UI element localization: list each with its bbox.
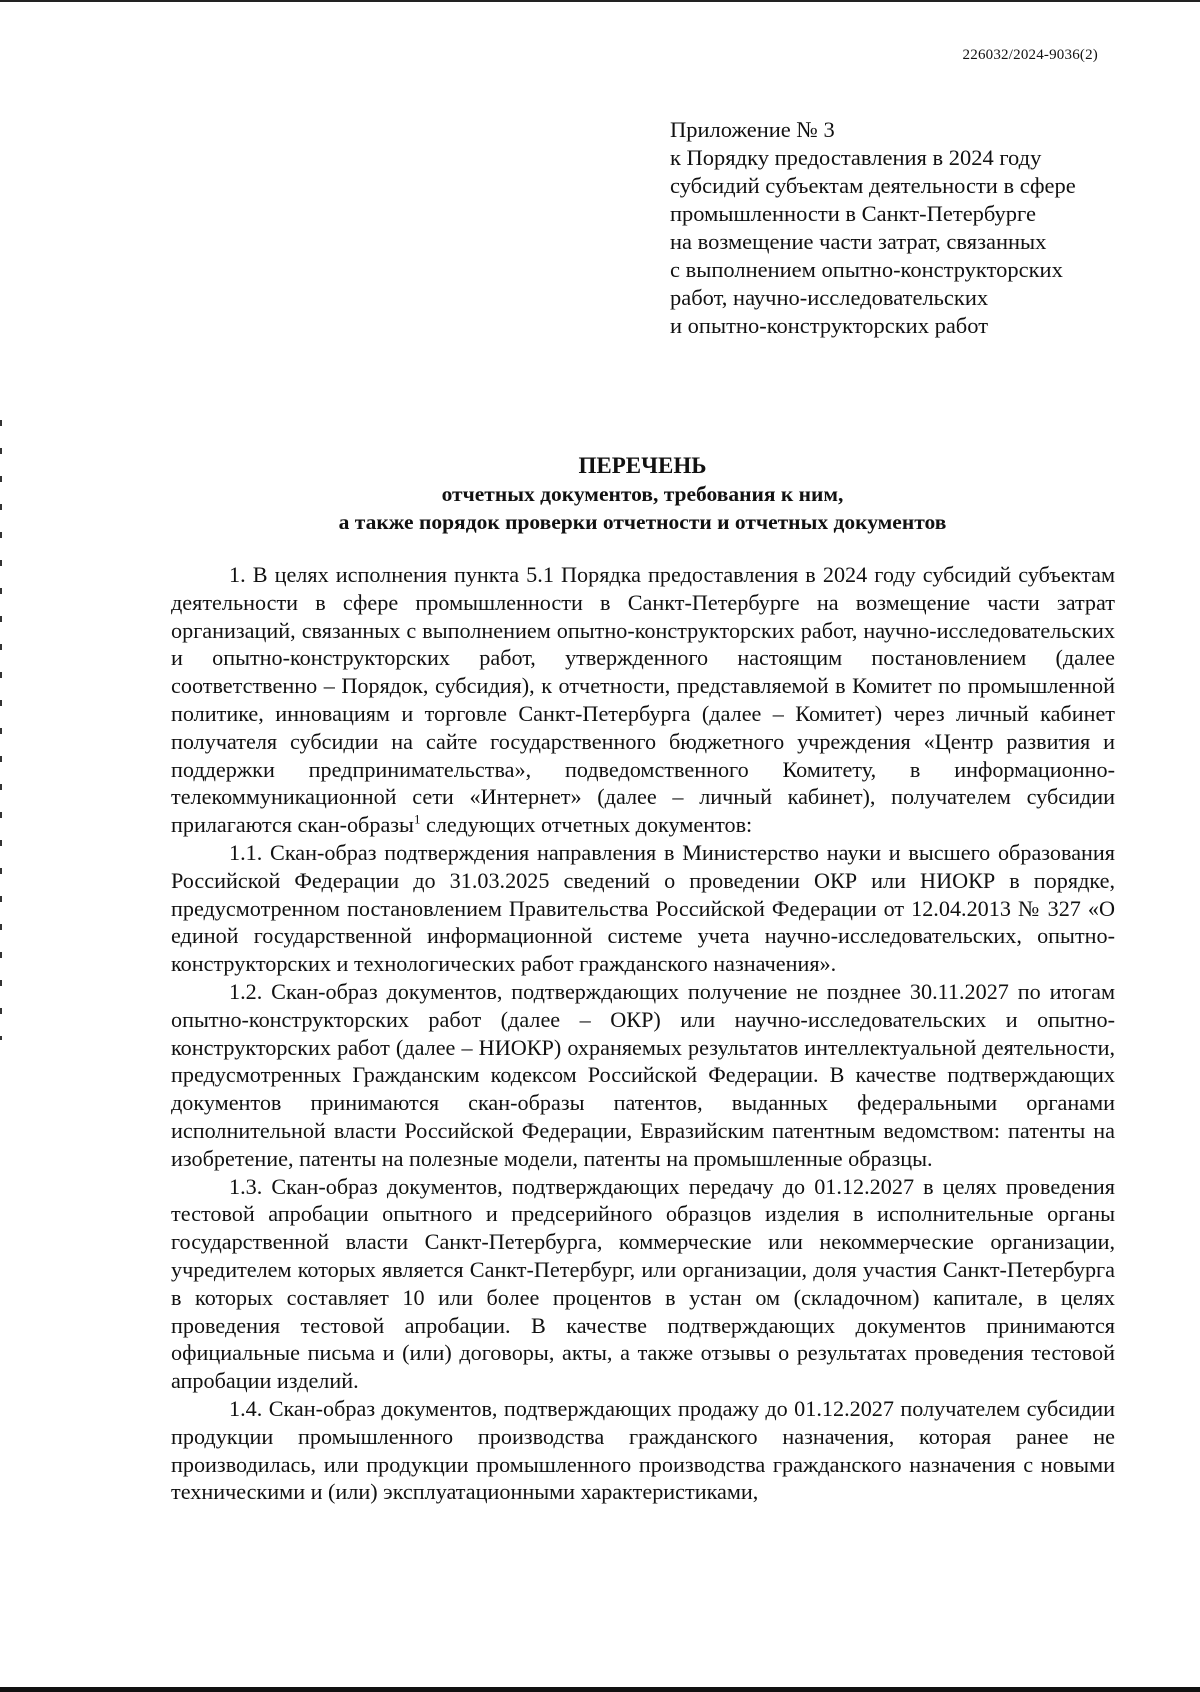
heading-subtitle-1: отчетных документов, требования к ним, [441,482,844,506]
appendix-line: работ, научно-исследовательских [670,285,989,310]
document-number: 226032/2024-9036(2) [962,47,1098,63]
document-body [171,561,1115,1506]
appendix-block [670,116,1130,340]
appendix-line: с выполнением опытно-конструкторских [670,257,1063,282]
document-heading [170,452,1115,536]
paragraph-1-3: 1.3. Скан-образ документов, подтверждающих передачу до 01.12.2027 в целях проведения тестовой апробации опытного и предсерийного образцов изделия в исполнительные органы государственной власти Санкт-Петербурга, коммерческие или некоммерческие организации, учредителем которых является Санкт-Петербург, или организации, доля участия Санкт-Петербурга в которых составляет 10 или более процентов в устан ом (складочном) капитале, в целях проведения тестовой апробации. В качестве подтверждающих документов принимаются официальные письма и (или) договоры, акты, а также отзывы о результатах проведения тестовой апробации изделий. [171,1173,1115,1394]
heading-title: ПЕРЕЧЕНЬ [578,453,707,478]
paragraph-1-4: 1.4. Скан-образ документов, подтверждающих продажу до 01.12.2027 получателем субсидии продукции промышленного производства гражданского назначения, которая ранее не производилась, или продукции промышленного производства гражданского назначения с новыми техническими и (или) эксплуатационными характеристиками, [171,1395,1115,1505]
appendix-line: на возмещение части затрат, связанных [670,229,1047,254]
appendix-line: Приложение № 3 [670,117,835,142]
appendix-line: и опытно-конструкторских работ [670,313,989,338]
paragraph-1-text: 1. В целях исполнения пункта 5.1 Порядка предоставления в 2024 году субсидий субъектам деятельности в сфере промышленности в Санкт-Петербурге на возмещение части затрат организаций, связанных с выполнением опытно-конструкторских работ, научно-исследовательских и опытно-конструкторских работ, утвержденного настоящим постановлением (далее соответственно – Порядок, субсидия), к отчетности, представляемой в Комитет по промышленной политике, инновациям и торговле Санкт-Петербурга (далее – Комитет) через личный кабинет получателя субсидии на сайте государственного бюджетного учреждения «Центр развития и поддержки предпринимательства», подведомственного Комитету, в информационно-телекоммуникационной сети «Интернет» (далее – личный кабинет), получателем субсидии прилагаются скан-образы [171,562,1115,838]
paragraph-1-2: 1.2. Скан-образ документов, подтверждающих получение не позднее 30.11.2027 по итогам опытно-конструкторских работ (далее – ОКР) или научно-исследовательских и опытно-конструкторских работ (далее – НИОКР) охраняемых результатов интеллектуальной деятельности, предусмотренных Гражданским кодексом Российской Федерации. В качестве подтверждающих документов принимаются скан-образы патентов, выданных федеральными органами исполнительной власти Российской Федерации, Евразийским патентным ведомством: патенты на изобретение, патенты на полезные модели, патенты на промышленные образцы. [171,978,1115,1171]
paragraph-1 [171,561,1115,839]
appendix-line: к Порядку предоставления в 2024 году [670,145,1042,170]
scan-bottom-border [0,1687,1200,1692]
heading-subtitle-2: а также порядок проверки отчетности и отчетных документов [338,510,947,534]
paragraph-1-text-end: следующих отчетных документов: [420,812,753,838]
appendix-line: субсидий субъектам деятельности в сфере [670,173,1076,198]
scan-left-edge [0,420,2,1040]
footnote-marker: 1 [413,811,421,827]
appendix-line: промышленности в Санкт-Петербурге [670,201,1036,226]
paragraph-1-1: 1.1. Скан-образ подтверждения направления в Министерство науки и высшего образования Российской Федерации до 31.03.2025 сведений о проведении ОКР или НИОКР в порядке, предусмотренном постановлением Правительства Российской Федерации от 12.04.2013 № 327 «О единой государственной информационной системе учета научно-исследовательских, опытно-конструкторских и технологических работ гражданского назначения». [171,839,1115,977]
scan-top-border [0,0,1200,2]
